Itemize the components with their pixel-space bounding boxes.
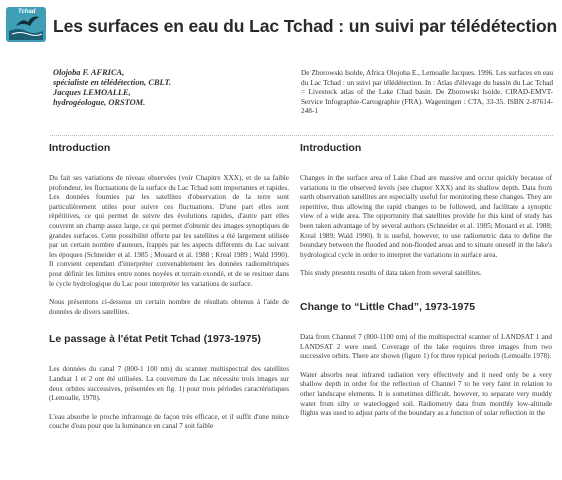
paragraph: Changes in the surface area of Lake Chad are massive and occur quickly because of variations in the observed levels (see chapter XXX) and its shallow depth. Data from earth observation satellites are especially useful for monitoring these changes. They are repetitive, thus allowing the rapid changes to be followed, and facilitate a synoptic view of a wide area. The opportunity that satellites provide for this kind of study has been taken advantage of by several authors (Schneider et al. 1985; Mouard et al. 1988; Kreal 1989; Wald 1990). It is useful, however, to use radiometric data to define the boundary between the flooded and non-flooded areas and to situate oneself in the lake's hydrological cycle in order to interpret the variations in surface area. (300, 174, 552, 259)
section-heading: Introduction (300, 142, 362, 154)
column-french (49, 142, 289, 441)
section-heading: Le passage à l'état Petit Tchad (1973-1975) (49, 333, 261, 346)
paragraph: L'eau absorbe le proche infrarouge de façon très efficace, et il suffit d'une mince couche d'eau pour que la luminance en canal 7 soit faible (49, 412, 289, 431)
section-heading: Introduction (49, 142, 111, 154)
paragraph: Water absorbs near infrared radiation very effectively and it need only be a very shallow depth in order for the reflection of Channel 7 to be very faint in relation to other landscape elements. It is sometimes difficult, however, to separate very muddy water from silty or waterlogged soil. Radiometry data from monthly low-altitude flights was used to adjust parts of the boundary as a function of solar reflection in the (300, 370, 552, 418)
author-role: spécialiste en télédétection, CBLT. (53, 78, 171, 87)
author-role: hydrogéologue, ORSTOM. (53, 98, 146, 107)
paragraph: Data from Channel 7 (800-1100 nm) of the multispectral scanner of LANDSAT 1 and LANDSAT 2 were used. Coverage of the lake requires three images from two successive orbits. There are shown (figure 1) for three typical periods (Lemoalle 1978). (300, 332, 552, 361)
divider (50, 135, 553, 136)
paragraph: Du fait ses variations de niveau observées (voir Chapitre XXX), et de sa faible profondeur, les fluctuations de la surface du Lac Tchad sont importantes et rapides. Les données fournies par les satellites d'observation de la terre sont particulièrement utiles pour suivre ces fluctuations. D'une part elles sont répétitives, ce qui permet de suivre des évolutions rapides, d'autre part elles couvrent un champ assez large, ce qui permet d'obtenir des images synoptiques de grandes surfaces. Cette possibilité offerte par les satellites a été largement utilisée par un certain nombre d'auteurs, frappés par les aspects différents du Lac suivant les époques (Schneider et al. 1985 ; Mouard et al. 1988 ; Kreal 1989 ; Wald 1990). Il convient cependant d'interpréter convenablement les données radiométriques pour définir les limites entre zones noyées et terrain exondé, et de se resituer dans le cycle hydrologique du Lac pour interpréter les variations de surface. (49, 174, 289, 288)
citation: De Zborowski Isolde, Africa Olojoba E., Lemoalle Jacques. 1996. Les surfaces en eau du Lac Tchad : un suivi par télédétection. In : Atlas d'élevage du bassin du Lac Tchad = Livestock atlas of the Lake Chad basin. De Zborowski Isolde. CIRAD-EMVT-Service Infographie-Cartographie (FRA). Wageningen : CTA, 33-35. ISBN 2-87614-248-1 (301, 68, 553, 116)
paragraph: Les données du canal 7 (800-1 100 nm) du scanner multispectral des satellites Landsat 1 et 2 ont été utilisées. La couverture du Lac nécessite trois images sur deux orbites successives, présentées en fig. 1) pour trois périodes caractéristiques (Lemoalle, 1978). (49, 365, 289, 403)
column-english (300, 142, 552, 428)
logo-text: Tchad (18, 9, 36, 15)
page-title: Les surfaces en eau du Lac Tchad : un suivi par télédétection (53, 16, 558, 36)
authors (53, 68, 243, 108)
logo (6, 7, 46, 42)
paragraph: Nous présentons ci-dessous un certain nombre de résultats obtenus à l'aide de données de divers satellites. (49, 298, 289, 316)
paragraph: This study presents results of data taken from several satellites. (300, 269, 482, 278)
author-name: Olojoba F. AFRICA, (53, 68, 125, 77)
author-name: Jacques LEMOALLE, (53, 88, 131, 97)
section-heading: Change to “Little Chad”, 1973-1975 (300, 300, 476, 313)
